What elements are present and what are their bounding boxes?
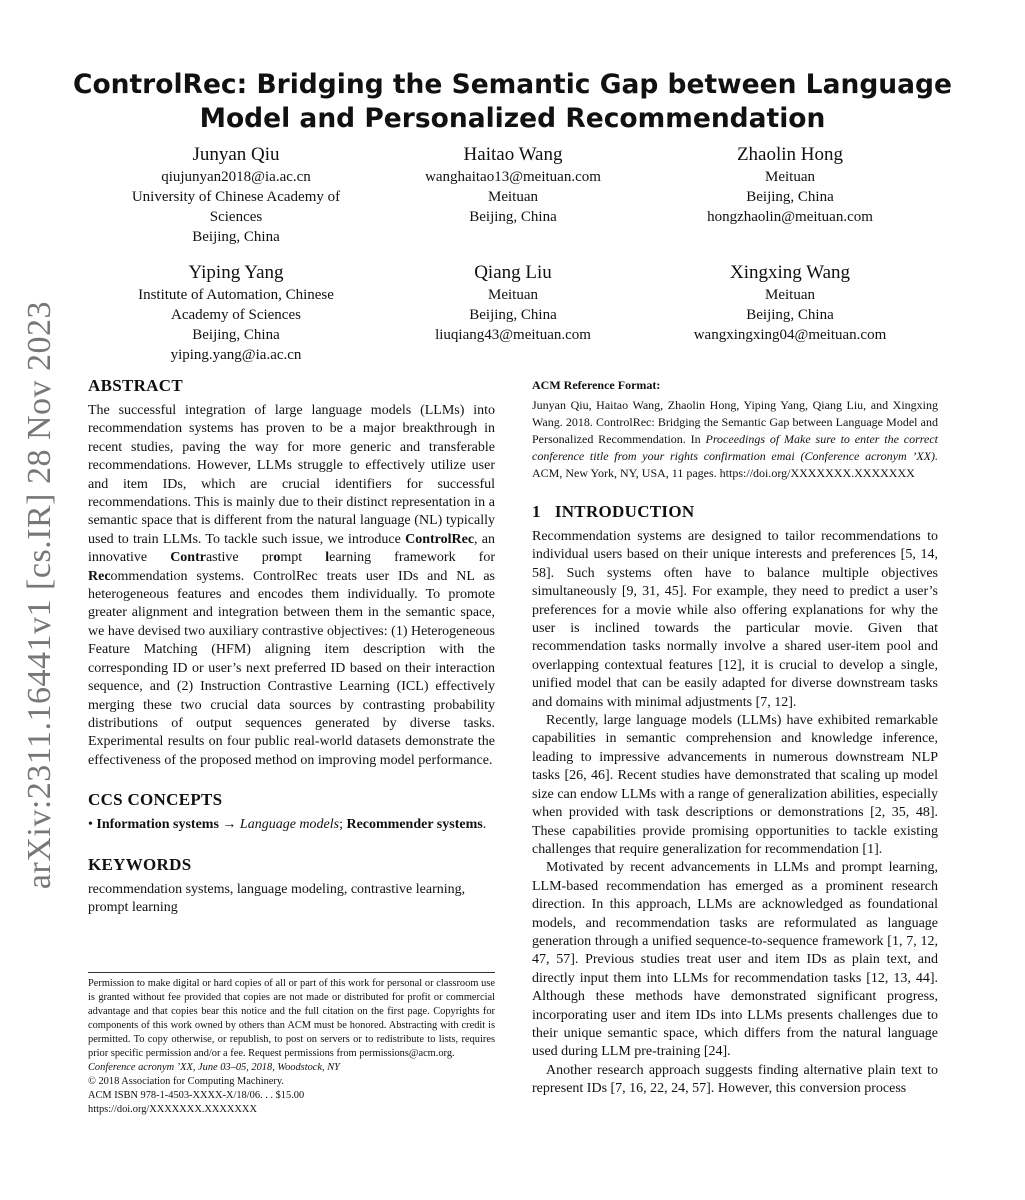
ccs-text: • Information systems → Language models; Recommender systems. (88, 817, 487, 833)
intro-paragraph: Motivated by recent advancements in LLMs and prompt learning, LLM-based recommendation has emerged as a prominent research direction. In this approach, LLMs are acknowledged as foundational models, and recommendation tasks are reformulated as language generation through a unified sequence-to-sequence framework [1, 7, 12, 47, 57]. Previous studies treat user and item IDs as plain text, and directly input them into LLMs for recommendation tasks [12, 13, 44]. Although these methods have demonstrated significant progress, incorporating user and item IDs into LLMs presents challenges due to their unique semantic space, which differs from the natural language used during LLM pre-training [24]. (532, 860, 938, 1060)
author-email: wanghaitao13@meituan.com (425, 169, 601, 185)
author-email: liuqiang43@meituan.com (435, 327, 591, 343)
intro-paragraph: Another research approach suggests finding alternative plain text to represent IDs [7, 16, 22, 24, 57]. However, this conversion process (532, 1062, 938, 1097)
ccs-heading: CCS CONCEPTS (88, 790, 223, 810)
conference-info: Conference acronym ’XX, June 03–05, 2018, Woodstock, NY (88, 1062, 340, 1073)
author-affiliation: Meituan (488, 189, 538, 205)
author-location: Beijing, China (192, 327, 280, 343)
intro-paragraph: Recommendation systems are designed to tailor recommendations to individual users based on their unique interests and preferences [5, 14, 58]. Such systems often have to balance multiple objectives simultaneously [9, 31, 45]. For example, they need to predict a user’s preferences for a movie while also offering explanations for why the user is inclined towards the particular movie. Given that recommendation tasks normally involve a shared user-item pool and overlapping contextual features [12], it is crucial to develop a single, unified model that can be easily adapted for diverse downstream tasks and domains with minimal adjustments [7, 12]. (532, 529, 938, 710)
author-card (373, 261, 653, 345)
ccs-section (88, 790, 495, 834)
copyright-line: © 2018 Association for Computing Machinery. (88, 1076, 284, 1087)
author-name: Junyan Qiu (192, 144, 280, 165)
right-column (532, 378, 938, 1099)
author-card (96, 261, 376, 365)
author-email: qiujunyan2018@ia.ac.cn (161, 169, 311, 185)
doi-link[interactable]: https://doi.org/XXXXXXX.XXXXXXX (88, 1104, 257, 1115)
permission-notice: Permission to make digital or hard copies of all or part of this work for personal or classroom use is granted without fee provided that copies are not made or distributed for profit or commercial advantage and that copies bear this notice and the full citation on the first page. Copyrights for components of this work owned by others than ACM must be honored. Abstracting with credit is permitted. To copy otherwise, or republish, to post on servers or to redistribute to lists, requires prior specific permission and/or a fee. Request permissions from permissions@acm.org. (88, 978, 495, 1059)
keywords-section (88, 855, 495, 918)
author-affiliation: Meituan (765, 169, 815, 185)
author-card (96, 143, 376, 247)
author-name: Haitao Wang (463, 144, 563, 165)
author-affiliation: Meituan (765, 287, 815, 303)
isbn-line: ACM ISBN 978-1-4503-XXXX-X/18/06. . . $15.00 (88, 1090, 305, 1101)
author-name: Yiping Yang (188, 262, 284, 283)
author-name: Qiang Liu (474, 262, 552, 283)
abstract-heading: ABSTRACT (88, 376, 183, 395)
author-location: Beijing, China (746, 189, 834, 205)
author-name: Zhaolin Hong (736, 144, 844, 165)
author-location: Beijing, China (746, 307, 834, 323)
section-number: 1 (532, 502, 541, 521)
author-email: yiping.yang@ia.ac.cn (170, 347, 302, 363)
intro-paragraph: Recently, large language models (LLMs) have exhibited remarkable capabilities in semantic comprehension and knowledge inference, leading to impressive advancements in numerous downstream NLP tasks [26, 46]. Recent studies have demonstrated that scaling up model size can endow LLMs with a range of generalization abilities, especially when provided with task descriptions or demonstrations [2, 35, 48]. These capabilities provide promising opportunities to tackle existing challenges that require generalization for recommendation [1]. (532, 713, 938, 857)
author-location: Beijing, China (192, 229, 280, 245)
acm-reference-heading: ACM Reference Format: (532, 378, 661, 392)
section-title: INTRODUCTION (554, 502, 695, 521)
copyright-footnote (88, 972, 495, 1117)
acm-reference-text: Junyan Qiu, Haitao Wang, Zhaolin Hong, Yiping Yang, Qiang Liu, and Xingxing Wang. 2018. ControlRec: Bridging the Semantic Gap between Language Model and Personalized Recommendation. In Proceedings of Make sure to enter the correct conference title from your rights confirmation emai (Conference acronym ’XX). ACM, New York, NY, USA, 11 pages. https://doi.org/XXXXXXX.XXXXXXX (532, 398, 938, 480)
abstract-text: The successful integration of large language models (LLMs) into recommendation systems has proven to be a major breakthrough in recent studies, paving the way for more generic and transferable recommendations. However, LLMs struggle to effectively utilize user and item IDs, which are crucial identifiers for successful recommendations. This is mainly due to their distinct representation in a semantic space that is different from the natural language (NL) typically used to train LLMs. To tackle such issue, we introduce ControlRec, an innovative Contrastive prompt learning framework for Recommendation systems. ControlRec treats user IDs and NL as heterogeneous features and encodes them individually. To promote greater alignment and integration between them in the semantic space, we have devised two auxiliary contrastive objectives: (1) Heterogeneous Feature Matching (HFM) aligning item description with the corresponding ID or user’s next preferred ID based on their interaction sequence, and (2) Instruction Contrastive Learning (ICL) effectively merging these two crucial data sources by contrasting probability distributions of output sequences generated by diverse tasks. Experimental results on four public real-world datasets demonstrate the effectiveness of the proposed method on improving model performance. (88, 403, 495, 768)
author-affiliation: Institute of Automation, Chinese (138, 287, 334, 303)
author-affiliation: University of Chinese Academy of (131, 189, 341, 205)
arxiv-stamp (6, 250, 74, 940)
author-affiliation: Sciences (209, 209, 263, 225)
author-affiliation: Meituan (488, 287, 538, 303)
paper-title: ControlRec: Bridging the Semantic Gap between Language Model and Personalized Recommendation (73, 69, 952, 134)
author-email: wangxingxing04@meituan.com (693, 327, 887, 343)
introduction-heading (532, 502, 938, 522)
author-name: Xingxing Wang (729, 262, 851, 283)
author-affiliation: Academy of Sciences (171, 307, 301, 323)
author-card (650, 143, 930, 227)
author-location: Beijing, China (469, 307, 557, 323)
author-card (373, 143, 653, 227)
author-card (650, 261, 930, 345)
keywords-heading: KEYWORDS (88, 854, 192, 874)
arxiv-stamp-text: arXiv:2311.16441v1 [cs.IR] 28 Nov 2023 (21, 300, 58, 890)
keywords-text: recommendation systems, language modeling, contrastive learning, prompt learning (88, 881, 466, 915)
author-email: hongzhaolin@meituan.com (707, 209, 873, 225)
left-column (88, 376, 495, 917)
author-location: Beijing, China (469, 209, 557, 225)
